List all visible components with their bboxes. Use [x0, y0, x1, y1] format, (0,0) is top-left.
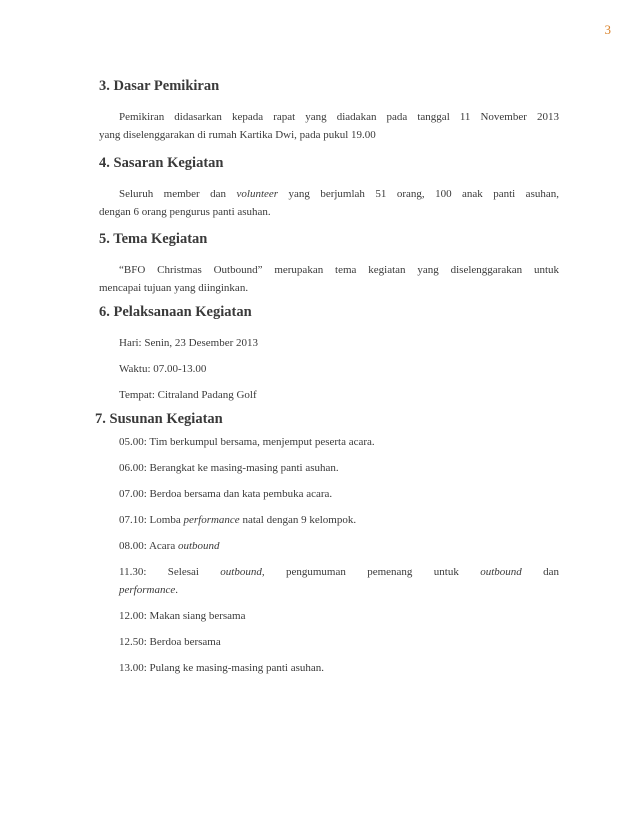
emphasis-text: outbound	[177, 540, 220, 552]
page-number: 3	[604, 22, 611, 37]
schedule-item: 12.00: Makan siang bersama	[119, 610, 246, 622]
paragraph-continuation: yang diselenggarakan di rumah Kartika Dwi, pada pukul 19.00	[99, 129, 376, 141]
section-tema-kegiatan	[99, 231, 559, 297]
section-heading: 5. Tema Kegiatan	[99, 231, 208, 247]
detail-tempat: Tempat: Citraland Padang Golf	[119, 389, 257, 401]
schedule-item-continuation	[119, 581, 559, 599]
text-run: 11.30: Selesai	[119, 566, 221, 578]
schedule-list	[99, 433, 559, 677]
section-heading: 6. Pelaksanaan Kegiatan	[99, 304, 252, 320]
text-run: 08.00: Acara	[119, 540, 178, 552]
text-run: pengumuman pemenang untuk	[264, 566, 481, 578]
paragraph-continuation: dengan 6 orang pengurus panti asuhan.	[99, 206, 271, 218]
section-susunan-kegiatan	[95, 411, 555, 428]
emphasis-text: outbound,	[220, 566, 265, 578]
emphasis-text: performance	[119, 584, 176, 596]
text-run: dan	[521, 566, 559, 578]
text-run: natal dengan 9 kelompok.	[239, 514, 357, 526]
detail-waktu: Waktu: 07.00-13.00	[119, 363, 207, 375]
schedule-item: 07.00: Berdoa bersama dan kata pembuka acara.	[119, 488, 333, 500]
section-heading: 3. Dasar Pemikiran	[99, 78, 220, 94]
emphasis-text: outbound	[480, 566, 522, 578]
section-sasaran-kegiatan	[99, 155, 559, 221]
section-heading: 4. Sasaran Kegiatan	[99, 155, 224, 171]
schedule-item: 13.00: Pulang ke masing-masing panti asuhan.	[119, 662, 324, 674]
section-dasar-pemikiran	[99, 78, 559, 144]
text-run: yang berjumlah 51 orang, 100 anak panti asuhan,	[278, 188, 559, 200]
text-run: Seluruh member dan	[119, 188, 237, 200]
section-pelaksanaan-kegiatan	[99, 304, 559, 404]
schedule-item	[119, 511, 559, 529]
schedule-item: 05.00: Tim berkumpul bersama, menjemput peserta acara.	[119, 436, 375, 448]
text-run: .	[175, 584, 178, 596]
detail-hari: Hari: Senin, 23 Desember 2013	[119, 337, 258, 349]
paragraph: Pemikiran didasarkan kepada rapat yang diadakan pada tanggal 11 November 2013	[119, 111, 559, 123]
emphasis-text: volunteer	[236, 188, 279, 200]
section-heading: 7. Susunan Kegiatan	[95, 411, 223, 427]
paragraph-continuation: mencapai tujuan yang diinginkan.	[99, 282, 249, 294]
emphasis-text: performance	[183, 514, 240, 526]
schedule-item: 06.00: Berangkat ke masing-masing panti asuhan.	[119, 462, 339, 474]
schedule-item	[119, 537, 559, 555]
paragraph: “BFO Christmas Outbound” merupakan tema kegiatan yang diselenggarakan untuk	[119, 264, 559, 276]
schedule-item	[119, 563, 559, 581]
text-run: 07.10: Lomba	[119, 514, 184, 526]
schedule-item: 12.50: Berdoa bersama	[119, 636, 221, 648]
paragraph	[99, 185, 559, 203]
